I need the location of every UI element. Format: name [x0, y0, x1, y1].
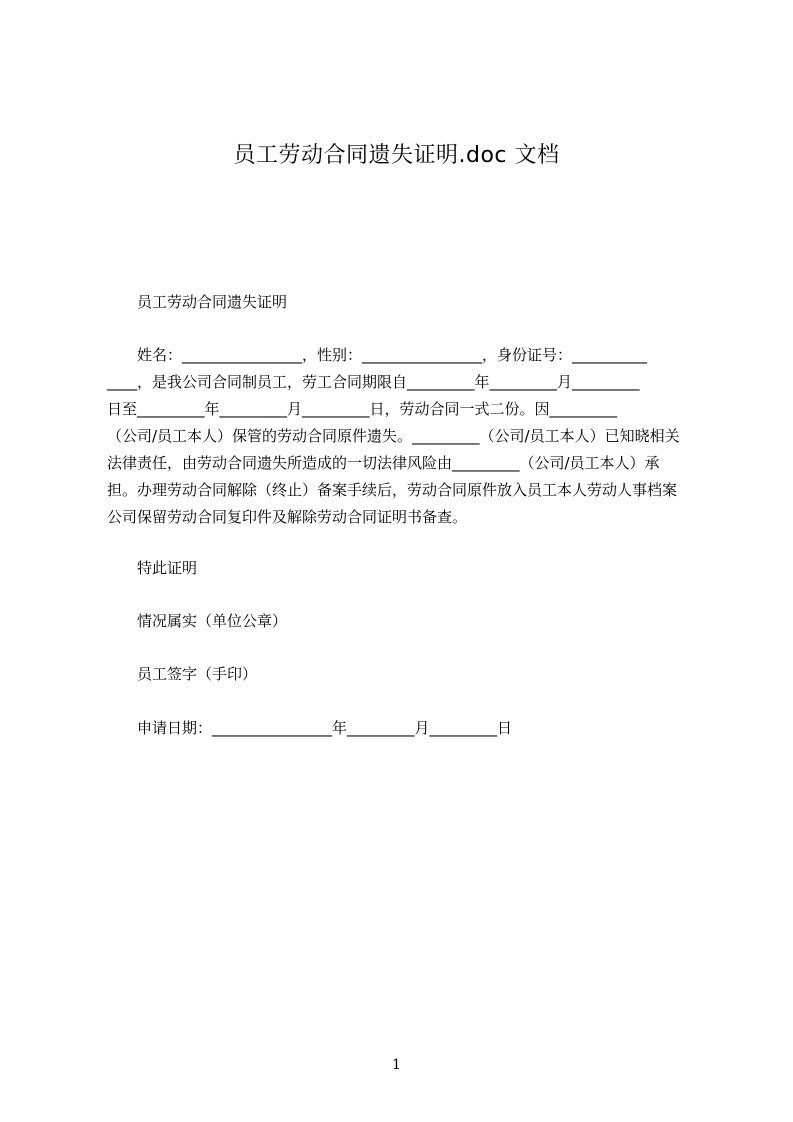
document-title: 员工劳动合同遗失证明.doc 文档 — [233, 143, 560, 168]
body-line-7: 公司保留劳动合同复印件及解除劳动合同证明书备查。 — [107, 508, 468, 526]
apply-date-line: 申请日期：________________年_________月_________日 — [137, 719, 513, 737]
body-line-3: 日至_________年_________月_________日，劳动合同一式二份。因_________ — [107, 400, 618, 418]
page-number: 1 — [392, 1057, 401, 1073]
unit-seal-line: 情况属实（单位公章） — [137, 612, 288, 630]
employee-signature-line: 员工签字（手印） — [137, 665, 258, 683]
body-line-1: 姓名：________________，性别：________________，身份证号：__________ — [137, 346, 648, 364]
body-line-2: ____，是我公司合同制员工，劳工合同期限自_________年_________月_________ — [107, 373, 640, 391]
body-line-6: 担。办理劳动合同解除（终止）备案手续后，劳动合同原件放入员工本人劳动人事档案 — [107, 481, 678, 499]
body-line-4: （公司/员工本人）保管的劳动合同原件遗失。_________（公司/员工本人）已知晓相关 — [107, 427, 680, 445]
body-line-5: 法律责任，由劳动合同遗失所造成的一切法律风险由_________（公司/员工本人）承 — [107, 454, 660, 472]
certificate-heading: 员工劳动合同遗失证明 — [137, 293, 288, 311]
certify-statement: 特此证明 — [137, 559, 198, 577]
